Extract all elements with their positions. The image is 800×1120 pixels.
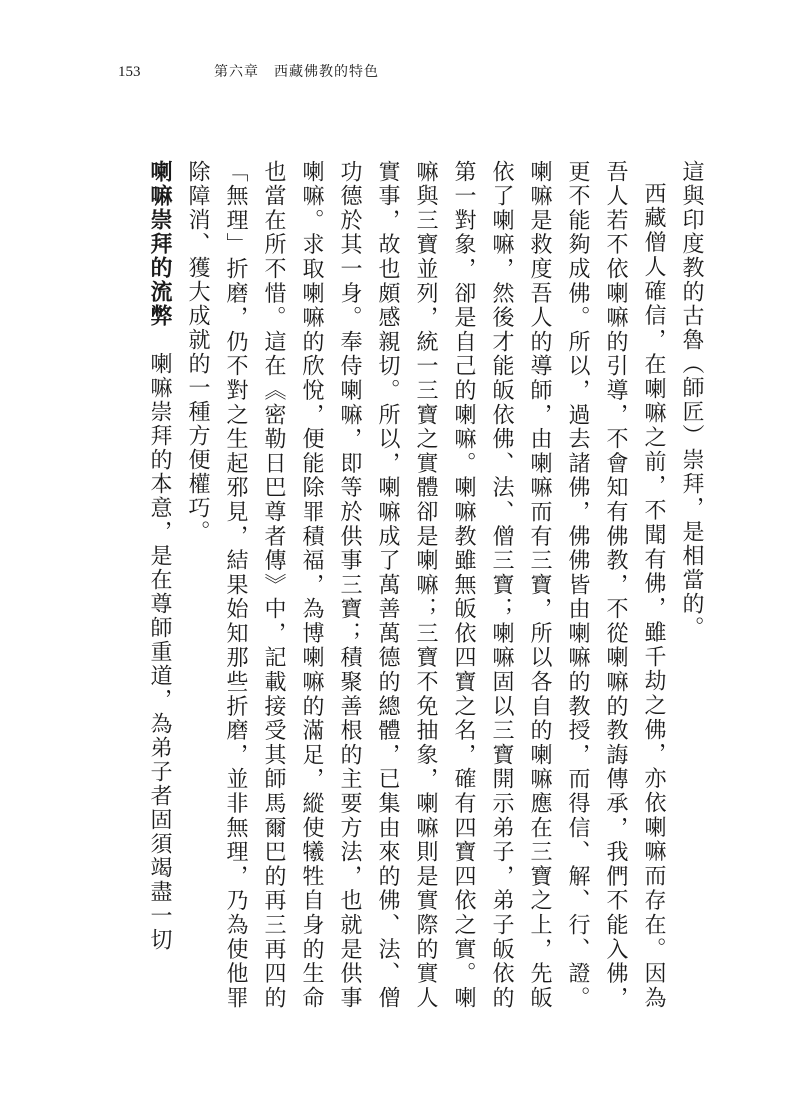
vertical-body-text <box>147 160 710 1010</box>
page-number: 153 <box>118 64 141 80</box>
paragraph-guru-comparison: 這與印度教的古魯（師匠）崇拜，是相當的。 <box>679 160 704 640</box>
section-heading: 喇嘛崇拜的流弊 <box>147 160 172 328</box>
paragraph-lama-abuse <box>140 160 178 1010</box>
page-header <box>0 60 800 84</box>
paragraph-lama-belief: 西藏僧人確信，在喇嘛之前，不聞有佛，雖千劫之佛，亦依喇嘛而存在。因為吾人若不依喇嘛的引導，不會知有佛教，不從喇嘛的教誨傳承，我們不能入佛，更不能夠成佛。所以，過去諸佛，佛佛皆由喇嘛的教授，而得信、解、行、證。喇嘛是救度吾人的導師，由喇嘛而有三寶，所以各自的喇嘛應在三寶之上，先皈依了喇嘛，然後才能皈依佛、法、僧三寶；喇嘛固以三寶開示弟子，弟子皈依的第一對象，卻是自己的喇嘛。喇嘛教雖無皈依四寶之名，確有四寶四依之實。喇嘛與三寶並列，統一三寶之實體卻是喇嘛；三寶不免抽象，喇嘛則是實際的實人實事，故也頗感親切。所以，喇嘛成了萬善萬德的總體，已集由來的佛、法、僧功德於其一身。奉侍喇嘛，即等於供事三寶；積聚善根的主要方法，也就是供事喇嘛。求取喇嘛的欣悅，便能除罪積福，為博喇嘛的滿足，縱使犧牲自身的生命也當在所不惜。這在《密勒日巴尊者傳》中，記載接受其師馬爾巴的再三再四的「無理」折磨，仍不對之生起邪見，結果始知那些折磨，並非無理，乃為使他罪除障消、獲大成就的一種方便權巧。 <box>185 160 666 1010</box>
chapter-running-head: 第六章 西藏佛教的特色 <box>214 64 379 80</box>
paragraph-lama-abuse-text: 喇嘛崇拜的本意，是在尊師重道，為弟子者固須竭盡一切 <box>147 352 172 952</box>
